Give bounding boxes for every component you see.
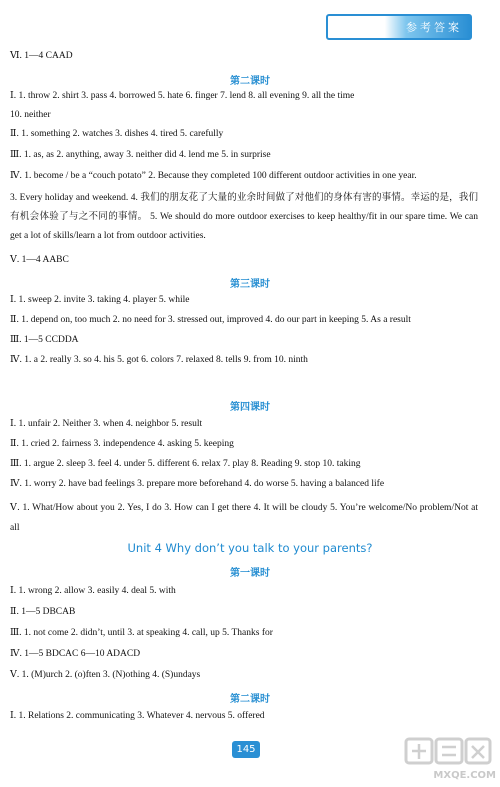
answer-line: Ⅳ. 1. a 2. really 3. so 4. his 5. got 6. colors 7. relaxed 8. tells 9. from 10. ninth [10, 355, 308, 365]
answer-line: Ⅲ. 1. argue 2. sleep 3. feel 4. under 5. different 6. relax 7. play 8. Reading 9. stop 10. taking [10, 459, 361, 469]
page-number: 145 [232, 741, 260, 758]
answer-line: Ⅲ. 1. as, as 2. anything, away 3. neither did 4. lend me 5. in surprise [10, 150, 271, 160]
answer-line: Ⅰ. 1. wrong 2. allow 3. easily 4. deal 5. with [10, 586, 176, 596]
answer-line: Ⅰ. 1. unfair 2. Neither 3. when 4. neighbor 5. result [10, 419, 203, 429]
answer-line: Ⅰ. 1. sweep 2. invite 3. taking 4. player 5. while [10, 295, 190, 305]
answer-key-label: 参考答案 [406, 21, 462, 34]
answer-line: Ⅳ. 1. become / be a “couch potato” 2. Because they completed 100 different outdoor activities in one year. [10, 171, 417, 181]
answer-line: Ⅱ. 1—5 DBCAB [10, 607, 76, 617]
answer-line: Ⅰ. 1. throw 2. shirt 3. pass 4. borrowed 5. hate 6. finger 7. lend 8. all evening 9. all the time [10, 91, 355, 101]
answer-line: Ⅵ. 1—4 CAAD [10, 51, 73, 61]
answer-line: Ⅳ. 1. worry 2. have bad feelings 3. prepare more beforehand 4. do worse 5. having a balanced life [10, 479, 385, 489]
answer-paragraph: Ⅴ. 1. What/How about you 2. Yes, I do 3. How can I get there 4. It will be cloudy 5. You’re welcome/No problem/Not at all [10, 503, 478, 533]
section-heading: 第二课时 [230, 694, 270, 705]
answer-line: Ⅲ. 1—5 CCDDA [10, 335, 79, 345]
answer-line: Ⅴ. 1—4 AABC [10, 255, 69, 265]
section-heading: 第四课时 [230, 402, 270, 413]
answer-line: Ⅳ. 1—5 BDCAC 6—10 ADACD [10, 649, 141, 659]
answer-line: Ⅰ. 1. Relations 2. communicating 3. Whatever 4. nervous 5. offered [10, 711, 265, 721]
answer-paragraph: 3. Every holiday and weekend. 4. 我们的朋友花了大量的业余时间做了对他们的身体有害的事情。幸运的是，我们有机会体验了与之不同的事情。 5. We should do more outdoor exercises to keep healthy/fit in our spare time. We can get a lot of skills/learn a lot from outdoor activities. [10, 193, 478, 241]
answer-key-badge [326, 14, 472, 40]
answer-line: Ⅱ. 1. something 2. watches 3. dishes 4. tired 5. carefully [10, 129, 224, 139]
section-heading: 第二课时 [230, 76, 270, 87]
answer-line: 10. neither [10, 110, 51, 120]
answer-line: Ⅱ. 1. depend on, too much 2. no need for 3. stressed out, improved 4. do our part in keeping 5. As a result [10, 315, 411, 325]
watermark-text: MXQE.COM [433, 770, 496, 781]
answer-line: Ⅲ. 1. not come 2. didn’t, until 3. at speaking 4. call, up 5. Thanks for [10, 628, 273, 638]
section-heading: 第三课时 [230, 279, 270, 290]
section-heading: 第一课时 [230, 568, 270, 579]
answer-line: Ⅴ. 1. (M)urch 2. (o)ften 3. (N)othing 4. (S)undays [10, 670, 201, 680]
unit-title: Unit 4 Why don’t you talk to your parents? [127, 541, 373, 555]
answer-line: Ⅱ. 1. cried 2. fairness 3. independence 4. asking 5. keeping [10, 439, 234, 449]
